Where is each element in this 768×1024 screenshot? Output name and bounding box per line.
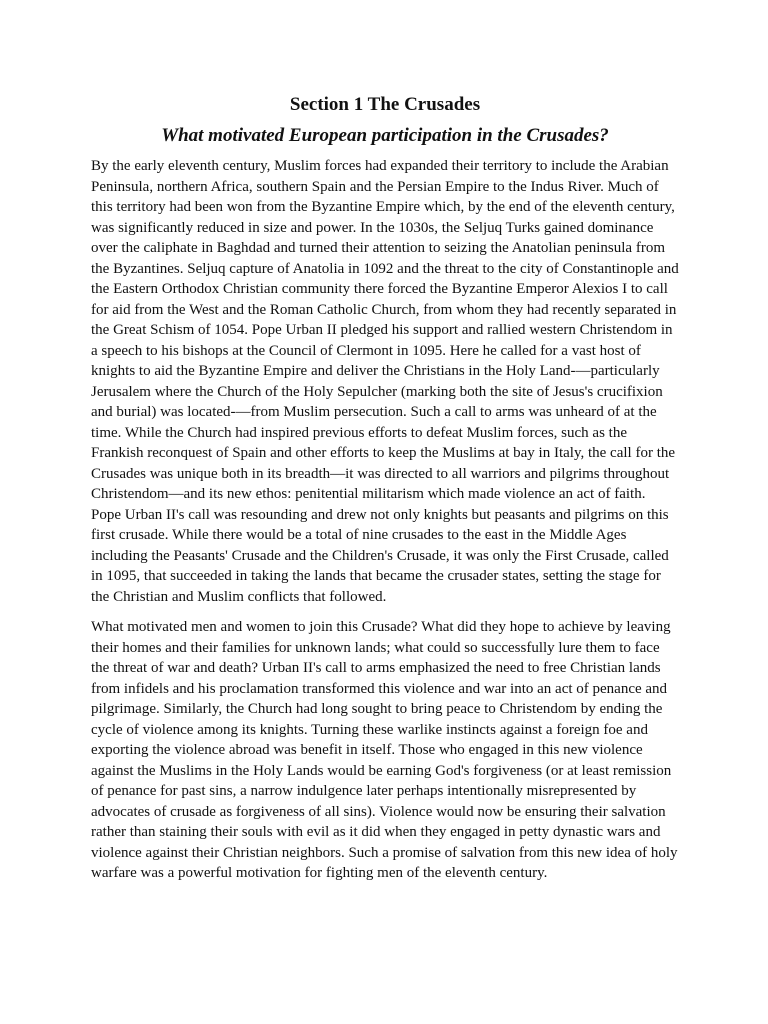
body-paragraph-2: What motivated men and women to join this Crusade? What did they hope to achieve by leaving their homes and their families for unknown lands; what could so successfully lure them to face the threat of war and death? Urban II's call to arms emphasized the need to free Christian lands from infidels and his proclamation transformed this violence and war into an act of penance and pilgrimage. Similarly, the Church had long sought to bring peace to Christendom by ending the cycle of violence among its knights. Turning these warlike instincts against a foreign foe and exporting the violence abroad was benefit in itself. Those who engaged in this new violence against the Muslims in the Holy Lands would be earning God's forgiveness (or at least remission of penance for past sins, a narrow indulgence later perhaps intentionally misrepresented by advocates of crusade as forgiveness of all sins). Violence would now be ensuring their salvation rather than staining their souls with evil as it did when they engaged in petty dynastic wars and violence against their Christian neighbors. Such a promise of salvation from this new idea of holy warfare was a powerful motivation for fighting men of the eleventh century. (91, 619, 678, 881)
section-question: What motivated European participation in the Crusades? (161, 125, 609, 146)
section-title: Section 1 The Crusades (289, 94, 481, 115)
body-paragraph-1: By the early eleventh century, Muslim forces had expanded their territory to include the Arabian Peninsula, northern Africa, southern Spain and the Persian Empire to the Indus River. Much of this territory had been won from the Byzantine Empire which, by the end of the eleventh century, was significantly reduced in size and power. In the 1030s, the Seljuq Turks gained dominance over the caliphate in Baghdad and turned their attention to seizing the Anatolian peninsula from the Byzantines. Seljuq capture of Anatolia in 1092 and the threat to the city of Constantinople and the Eastern Orthodox Christian community there forced the Byzantine Emperor Alexios I to call for aid from the West and the Roman Catholic Church, from whom they had recently separated in the Great Schism of 1054. Pope Urban II pledged his support and rallied western Christendom in a speech to his bishops at the Council of Clermont in 1095. Here he called for a vast host of knights to aid the Byzantine Empire and deliver the Christians in the Holy Land-—particularly Jerusalem where the Church of the Holy Sepulcher (marking both the site of Jesus's crucifixion and burial) was located-—from Muslim persecution. Such a call to arms was unheard of at the time. While the Church had inspired previous efforts to defeat Muslim forces, such as the Frankish reconquest of Spain and other efforts to keep the Muslims at bay in Italy, the call for the Crusades was unique both in its breadth—it was directed to all warriors and pilgrims throughout Christendom—and its new ethos: penitential militarism which made violence an act of faith. Pope Urban II's call was resounding and drew not only knights but peasants and pilgrims on this first crusade. While there would be a total of nine crusades to the east in the Middle Ages including the Peasants' Crusade and the Children's Crusade, it was only the First Crusade, called in 1095, that succeeded in taking the lands that became the crusader states, setting the stage for the Christian and Muslim conflicts that followed. (91, 158, 679, 605)
document-page (91, 92, 679, 884)
